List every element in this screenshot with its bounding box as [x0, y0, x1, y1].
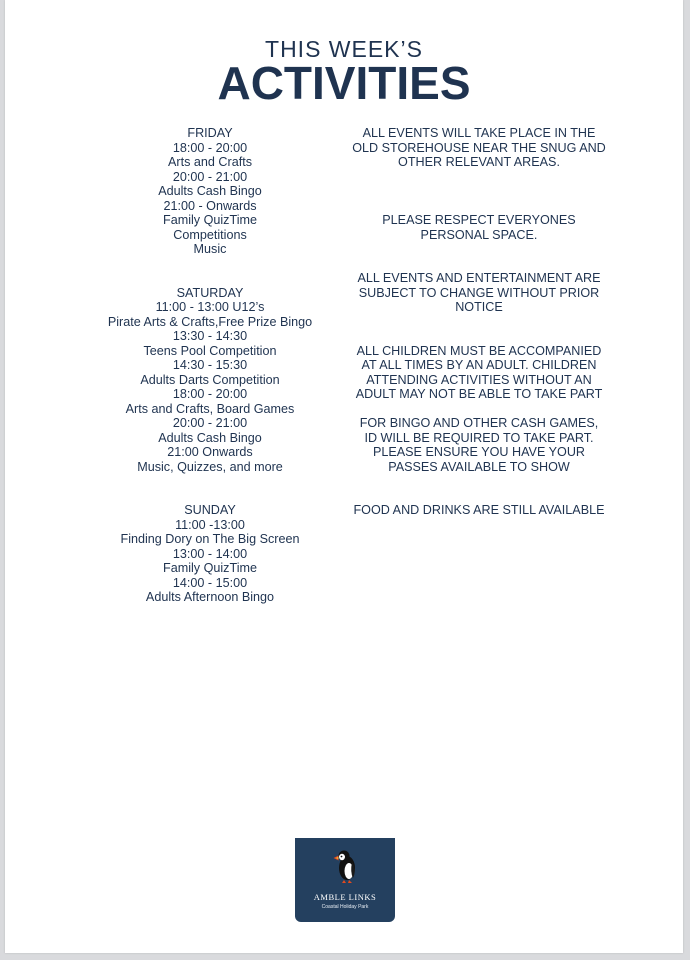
notice-line: PERSONAL SPACE.	[420, 227, 538, 242]
notice-line: AT ALL TIMES BY AN ADULT. CHILDREN	[361, 358, 597, 372]
schedule-line: Teens Pool Competition	[143, 343, 277, 358]
notices-column	[345, 126, 613, 518]
notice-food	[345, 503, 613, 518]
schedule-line: 13:30 - 14:30	[172, 329, 248, 343]
schedule-line: 21:00 Onwards	[167, 445, 253, 459]
notice-line: ATTENDING ACTIVITIES WITHOUT AN	[366, 372, 592, 387]
notice-children	[345, 344, 613, 402]
notice-line: SUBJECT TO CHANGE WITHOUT PRIOR	[358, 285, 600, 300]
notice-line: PLEASE ENSURE YOU HAVE YOUR	[372, 445, 586, 459]
amble-links-logo	[295, 838, 395, 922]
logo-tagline: Coastal Holiday Park	[321, 904, 369, 910]
schedule-line: 11:00 - 13:00 U12’s	[155, 300, 265, 314]
schedule-line: Adults Cash Bingo	[158, 430, 262, 445]
day-heading: SUNDAY	[184, 503, 236, 517]
schedule-line: 20:00 - 21:00	[172, 169, 248, 184]
notice-venue	[345, 126, 613, 170]
day-block-sunday	[95, 503, 325, 605]
schedule-line: Adults Afternoon Bingo	[145, 590, 275, 604]
activities-poster	[5, 0, 683, 953]
schedule-line: Music, Quizzes, and more	[137, 459, 283, 474]
notice-respect	[345, 213, 613, 242]
notice-line: FOOD AND DRINKS ARE STILL AVAILABLE	[353, 503, 605, 517]
poster-subtitle: THIS WEEK’S	[265, 36, 423, 62]
day-block-friday	[95, 126, 325, 257]
schedule-line: Family QuizTime	[163, 561, 257, 575]
notice-line: PLEASE RESPECT EVERYONES	[382, 213, 576, 227]
day-block-saturday	[95, 286, 325, 475]
day-heading: SATURDAY	[176, 285, 244, 300]
schedule-line: Adults Cash Bingo	[158, 184, 262, 198]
schedule-line: 20:00 - 21:00	[172, 416, 248, 430]
schedule-line: 18:00 - 20:00	[172, 140, 248, 155]
schedule-line: Pirate Arts & Crafts,Free Prize Bingo	[107, 314, 313, 329]
schedule-line: Family QuizTime	[163, 213, 257, 227]
notice-id	[345, 416, 613, 474]
notice-line: ALL CHILDREN MUST BE ACCOMPANIED	[356, 343, 602, 358]
schedule-line: 14:00 - 15:00	[172, 575, 248, 590]
notice-line: OTHER RELEVANT AREAS.	[398, 155, 560, 169]
schedule-line: Competitions	[173, 227, 247, 242]
schedule-line: Arts and Crafts	[168, 155, 252, 169]
notice-line: FOR BINGO AND OTHER CASH GAMES,	[359, 416, 599, 430]
notice-line: ADULT MAY NOT BE ABLE TO TAKE PART	[355, 387, 603, 401]
schedule-line: Music	[193, 242, 227, 256]
notice-line: ALL EVENTS WILL TAKE PLACE IN THE	[362, 126, 596, 140]
schedule-line: 18:00 - 20:00	[172, 387, 248, 401]
notice-line: PASSES AVAILABLE TO SHOW	[388, 459, 570, 474]
notice-line: ID WILL BE REQUIRED TO TAKE PART.	[364, 430, 594, 445]
notice-changes	[345, 271, 613, 315]
notice-line: ALL EVENTS AND ENTERTAINMENT ARE	[357, 271, 601, 285]
logo-name: AMBLE LINKS	[313, 892, 377, 902]
day-heading: FRIDAY	[187, 126, 233, 140]
poster-title: ACTIVITIES	[217, 57, 471, 109]
notice-line: OLD STOREHOUSE NEAR THE SNUG AND	[352, 140, 606, 155]
schedule-line: 14:30 - 15:30	[172, 358, 248, 372]
schedule-column	[95, 126, 325, 605]
puffin-icon	[295, 838, 395, 892]
notice-line: NOTICE	[455, 300, 503, 314]
schedule-line: 13:00 - 14:00	[172, 546, 248, 561]
schedule-line: 11:00 -13:00	[175, 517, 245, 532]
schedule-line: Arts and Crafts, Board Games	[125, 401, 295, 416]
schedule-line: 21:00 - Onwards	[163, 198, 257, 213]
schedule-line: Finding Dory on The Big Screen	[120, 532, 300, 546]
schedule-line: Adults Darts Competition	[140, 372, 280, 387]
